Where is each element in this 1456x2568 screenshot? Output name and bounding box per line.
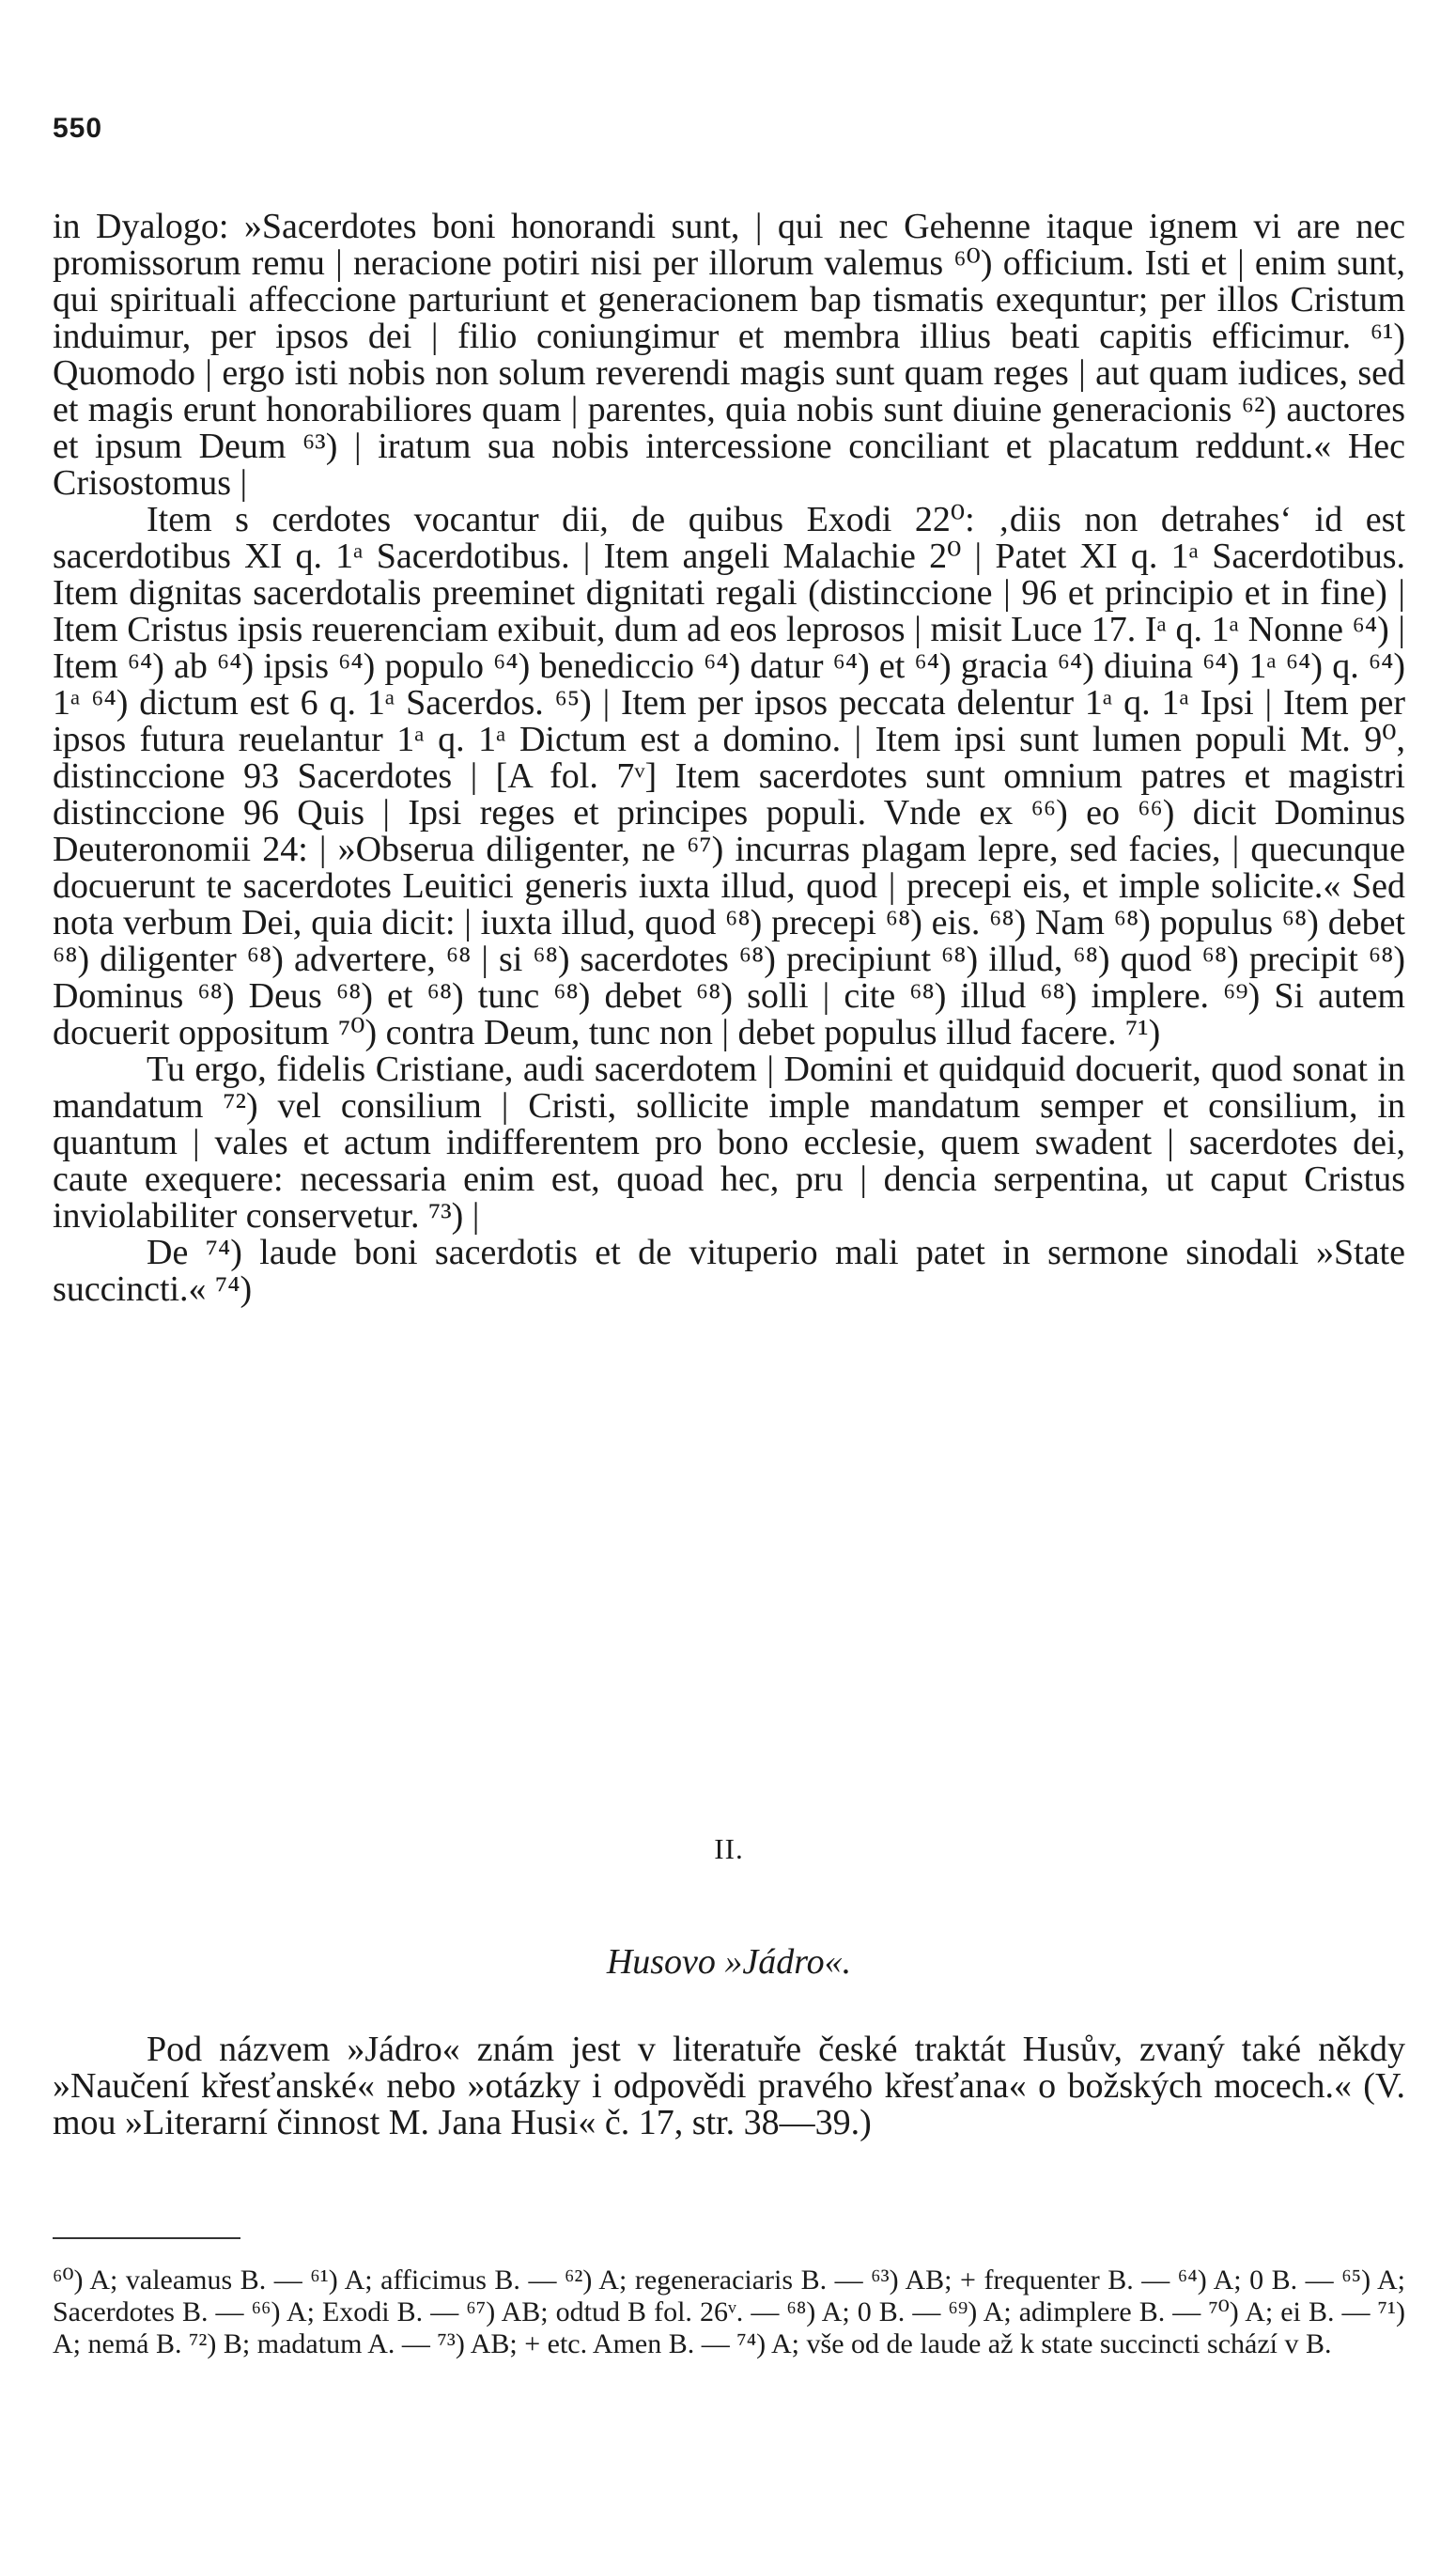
lower-text <box>53 2031 1405 2141</box>
paragraph-tu-ergo: Tu ergo, fidelis Cristiane, audi sacerdotem | Domini et quidquid docuerit, quod sonat in mandatum ⁷²) vel consilium | Cristi, sollicite imple mandatum semper et consilium, in quantum | vales et actum indifferentem pro bono ecclesie, quem swadent | sacerdotes dei, caute exequere: necessaria enim est, quoad hec, pru | dencia serpentina, ut caput Cristus inviolabiliter conservetur. ⁷³) | <box>53 1050 1405 1236</box>
footnote-rule <box>53 2237 240 2239</box>
paragraph-dyalogo: in Dyalogo: »Sacerdotes boni honorandi sunt, | qui nec Gehenne itaque ignem vi are nec promissorum remu | neracione potiri nisi per illorum valemus ⁶⁰) officium. Isti et | enim sunt, qui spirituali affeccione parturiunt et generacionem bap tismatis exequntur; per illos Cristum induimur, per ipsos dei | filio coniungimur et membra illius beati capitis efficimur. ⁶¹) Quomodo | ergo isti nobis non solum reverendi magis sunt quam reges | aut quam iudices, sed et magis erunt honorabiliores quam | parentes, quia nobis sunt diuine generacionis ⁶²) auctores et ipsum Deum ⁶³) | iratum sua nobis intercessione conciliant et placatum reddunt.« Hec Crisostomus | <box>53 207 1405 503</box>
main-text <box>53 209 1405 1308</box>
section-title: Husovo »Jádro«. <box>606 1942 852 1982</box>
paragraph-item-sacerdotes: Item s cerdotes vocantur dii, de quibus Exodi 22⁰: ‚diis non detrahes‘ id est sacerdotibus XI q. 1ᵃ Sacerdotibus. | Item angeli Malachie 2⁰ | Patet XI q. 1ᵃ Sacerdotibus. Item dignitas sacerdotalis preeminet dignitati regali (distinccione | 96 et principio et in fine) | Item Cristus ipsis reuerenciam exibuit, dum ad eos leprosos | misit Luce 17. Iᵃ q. 1ᵃ Nonne ⁶⁴) | Item ⁶⁴) ab ⁶⁴) ipsis ⁶⁴) populo ⁶⁴) benediccio ⁶⁴) datur ⁶⁴) et ⁶⁴) gracia ⁶⁴) diuina ⁶⁴) 1ᵃ ⁶⁴) q. ⁶⁴) 1ᵃ ⁶⁴) dictum est 6 q. 1ᵃ Sacerdos. ⁶⁵) | Item per ipsos peccata delentur 1ᵃ q. 1ᵃ Ipsi | Item per ipsos futura reuelantur 1ᵃ q. 1ᵃ Dictum est a domino. | Item ipsi sunt lumen populi Mt. 9⁰, distinccione 93 Sacerdotes | [A fol. 7ᵛ] Item sacerdotes sunt omnium patres et magistri distinccione 96 Quis | Ipsi reges et principes populi. Vnde ex ⁶⁶) eo ⁶⁶) dicit Dominus Deuteronomii 24: | »Obserua diligenter, ne ⁶⁷) incurras plagam lepre, sed facies, | quecunque docuerunt te sacerdotes Leuitici generis iuxta illud, quod | precepi eis, et imple solicite.« Sed nota verbum Dei, quia dicit: | iuxta illud, quod ⁶⁸) precepi ⁶⁸) eis. ⁶⁸) Nam ⁶⁸) populus ⁶⁸) debet ⁶⁸) diligenter ⁶⁸) advertere, ⁶⁸ | si ⁶⁸) sacerdotes ⁶⁸) precipiunt ⁶⁸) illud, ⁶⁸) quod ⁶⁸) precipit ⁶⁸) Dominus ⁶⁸) Deus ⁶⁸) et ⁶⁸) tunc ⁶⁸) debet ⁶⁸) solli | cite ⁶⁸) illud ⁶⁸) implere. ⁶⁹) Si autem docuerit oppositum ⁷⁰) contra Deum, tunc non | debet populus illud facere. ⁷¹) <box>53 500 1405 1052</box>
page-number: 550 <box>53 113 103 144</box>
section-numeral: II. <box>714 1832 744 1865</box>
footnotes: ⁶⁰) A; valeamus B. — ⁶¹) A; afficimus B. — ⁶²) A; regeneraciaris B. — ⁶³) AB; + frequenter B. — ⁶⁴) A; 0 B. — ⁶⁵) A; Sacerdotes B. — ⁶⁶) A; Exodi B. — ⁶⁷) AB; odtud B fol. 26ᵛ. — ⁶⁸) A; 0 B. — ⁶⁹) A; adimplere B. — ⁷⁰) A; ei B. — ⁷¹) A; nemá B. ⁷²) B; madatum A. — ⁷³) AB; + etc. Amen B. — ⁷⁴) A; vše od de laude až k state succincti schází v B. <box>53 2265 1405 2359</box>
paragraph-de-laude: De ⁷⁴) laude boni sacerdotis et de vituperio mali patet in sermone sinodali »State succincti.« ⁷⁴) <box>53 1233 1405 1309</box>
paragraph-pod-nazvem: Pod názvem »Jádro« znám jest v literatuře české traktát Husův, zvaný také někdy »Naučení křesťanské« nebo »otázky i odpovědi pravého křesťana« o božských mocech.« (V. mou »Literarní činnost M. Jana Husi« č. 17, str. 38—39.) <box>53 2030 1405 2142</box>
